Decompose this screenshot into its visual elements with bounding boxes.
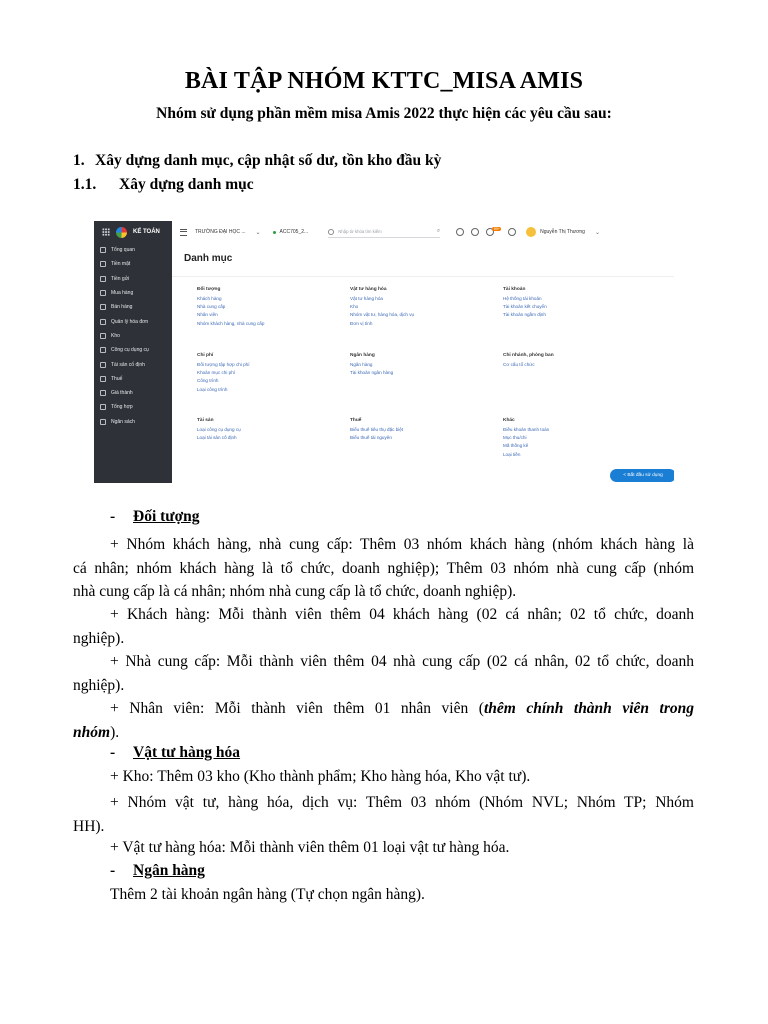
sidebar-item: [94, 400, 172, 414]
sidebar-item-label: Tổng quan: [111, 247, 135, 254]
para-khach-hang: [73, 603, 694, 650]
text-run: + Nhân viên: Mỗi thành viên thêm 01 nhân viên (: [110, 700, 484, 717]
document-title: BÀI TẬP NHÓM KTTC_MISA AMIS: [184, 68, 584, 94]
sidebar-item: [94, 286, 172, 300]
misa-screenshot: [94, 221, 674, 483]
text-line: + Nhà cung cấp: Mỗi thành viên thêm 04 nhà cung cấp (02 cá nhân, 02 tổ chức, doanh: [110, 653, 694, 670]
section-title: Đối tượng: [133, 508, 200, 525]
heading-1: [73, 152, 441, 170]
sidebar-item: [94, 415, 172, 429]
sidebar-item: [94, 372, 172, 386]
sidebar-item: [94, 243, 172, 257]
sidebar-item-label: Tổng hợp: [111, 404, 133, 411]
sidebar-item-label: Tiền mặt: [111, 261, 131, 268]
chevron-down-icon: ⌄: [255, 229, 261, 236]
page-title: Danh mục: [184, 253, 233, 264]
bullet-dash: -: [110, 862, 116, 879]
category-group: [503, 353, 653, 369]
para-nha-cung-cap: [73, 650, 694, 697]
history-icon: [328, 229, 334, 235]
user-name: Nguyễn Thị Thương: [540, 229, 585, 235]
category-header: Đối tượng: [197, 287, 221, 292]
app-grid-icon: [102, 228, 110, 236]
avatar: [526, 227, 536, 237]
menu-item-icon: [100, 362, 106, 368]
sidebar-item-label: Giá thành: [111, 390, 133, 397]
text-line: [73, 721, 694, 745]
category-link: Biểu thuế tài nguyên: [350, 435, 392, 440]
category-header: Khác: [503, 418, 515, 423]
category-page: [172, 243, 674, 483]
menu-item-icon: [100, 390, 106, 396]
sidebar-item: [94, 257, 172, 271]
sidebar-item-label: Công cụ dụng cụ: [111, 347, 149, 354]
text-line: + Nhóm vật tư, hàng hóa, dịch vụ: Thêm 03 nhóm (Nhóm NVL; Nhóm TP; Nhóm: [110, 794, 694, 811]
sidebar-brand: [94, 221, 172, 243]
sidebar-item-label: Tiền gửi: [111, 275, 130, 282]
menu-item-icon: [100, 376, 106, 382]
sidebar-item: [94, 357, 172, 371]
school-selector: TRƯỜNG ĐẠI HỌC ...: [195, 229, 246, 235]
category-link: Điều khoản thanh toán: [503, 426, 550, 432]
top-bar: [172, 221, 674, 244]
sidebar-item-label: Tài sản cố định: [111, 361, 145, 368]
sidebar: [94, 221, 172, 483]
category-link: Loại tiền: [503, 451, 521, 457]
search-placeholder: Nhập từ khóa tìm kiếm: [338, 229, 382, 234]
sidebar-item-label: Mua hàng: [111, 290, 134, 297]
category-link: Ngân hàng: [350, 361, 373, 367]
gear-icon: [471, 228, 479, 236]
category-link: Mã thống kê: [503, 443, 529, 449]
category-link: Đối tượng tập hợp chi phí: [197, 361, 250, 367]
category-header: Thuế: [350, 418, 362, 423]
category-link: Vật tư hàng hóa: [350, 295, 383, 301]
more-icon: [456, 228, 464, 236]
heading-1-1-text: Xây dựng danh mục: [119, 176, 254, 193]
category-link: Tài khoản ngân hàng: [350, 370, 394, 375]
divider: [172, 276, 674, 277]
category-header: Tài khoản: [503, 287, 526, 292]
category-link: Nhà cung cấp: [197, 304, 226, 309]
category-link: Loại công cụ dụng cụ: [197, 426, 241, 432]
text-line: nghiệp).: [73, 676, 125, 694]
text-line: nhà cung cấp là cá nhân; nhóm nhà cung cấp là tổ chức, doanh nghiệp).: [73, 583, 517, 600]
menu-item-icon: [100, 419, 106, 425]
category-link: Tài khoản kết chuyển: [503, 304, 547, 309]
account-selector: ACC705_2...: [279, 229, 309, 235]
section-title: Vật tư hàng hóa: [133, 744, 241, 761]
category-link: Khách hàng: [197, 295, 222, 301]
para-nhom-khach-hang: [73, 533, 694, 604]
category-link: Nhóm khách hàng, nhà cung cấp: [197, 320, 265, 326]
category-link: Mục thu/chi: [503, 435, 527, 440]
category-group: [350, 287, 500, 328]
sidebar-item: [94, 343, 172, 357]
section-title: Ngân hàng: [133, 862, 205, 879]
start-button: < Bắt đầu sử dụng: [610, 469, 674, 482]
sidebar-item-label: Quản lý hóa đơn: [111, 318, 149, 325]
sidebar-item: [94, 329, 172, 343]
menu-item-icon: [100, 261, 106, 267]
bell-icon: [508, 228, 516, 236]
category-group: [503, 418, 653, 459]
menu-item-icon: [100, 276, 106, 282]
category-link: Khoản mục chi phí: [197, 370, 236, 375]
section-ngan-hang: [110, 862, 205, 880]
text-line: + Khách hàng: Mỗi thành viên thêm 04 khách hàng (02 cá nhân; 02 tổ chức, doanh: [110, 606, 694, 623]
text-line: + Nhóm khách hàng, nhà cung cấp: Thêm 03 nhóm khách hàng (nhóm khách hàng là: [110, 536, 694, 553]
sidebar-item: [94, 314, 172, 328]
category-link: Loại công trình: [197, 386, 228, 392]
category-header: Ngân hàng: [350, 353, 375, 358]
para-kho: + Kho: Thêm 03 kho (Kho thành phẩm; Kho hàng hóa, Kho vật tư).: [110, 768, 531, 785]
document-subtitle: Nhóm sử dụng phần mềm misa Amis 2022 thực hiện các yêu cầu sau:: [156, 105, 612, 122]
bullet-dash: -: [110, 744, 116, 761]
notification-badge: 99+: [493, 226, 500, 231]
category-group: [197, 353, 347, 394]
category-link: Tài khoản ngầm định: [503, 312, 546, 318]
category-header: Tài sản: [197, 418, 214, 423]
misa-logo-icon: [116, 227, 127, 238]
brand-label: KẾ TOÁN: [133, 229, 160, 235]
category-group: [197, 418, 347, 442]
category-header: Chi nhánh, phòng ban: [503, 353, 554, 358]
menu-item-icon: [100, 304, 106, 310]
heading-1-1-number: 1.1.: [73, 176, 97, 193]
category-group: [503, 287, 653, 320]
status-dot: [273, 231, 276, 234]
section-doi-tuong: [110, 508, 200, 526]
menu-icon: [180, 229, 187, 236]
sidebar-item-label: Kho: [111, 332, 120, 339]
user-chevron-icon: ⌄: [594, 229, 600, 236]
category-link: Cơ cấu tổ chức: [503, 361, 535, 367]
text-run: ).: [110, 723, 120, 741]
menu-item-icon: [100, 404, 106, 410]
search-icon: ⌕: [436, 228, 441, 234]
sidebar-item: [94, 272, 172, 286]
text-line: nghiệp).: [73, 629, 125, 647]
category-link: Nhân viên: [197, 312, 218, 318]
category-group: [350, 353, 500, 377]
category-link: Kho: [350, 304, 359, 309]
bullet-dash: -: [110, 508, 116, 525]
heading-1-text: Xây dựng danh mục, cập nhật số dư, tồn kho đầu kỳ: [95, 152, 442, 169]
menu-item-icon: [100, 319, 106, 325]
sidebar-item-label: Thuế: [111, 375, 123, 382]
category-header: Vật tư hàng hóa: [350, 287, 387, 292]
para-vat-tu-hang-hoa: + Vật tư hàng hóa: Mỗi thành viên thêm 01 loại vật tư hàng hóa.: [110, 839, 510, 856]
heading-1-1: [73, 176, 254, 194]
category-group: [197, 287, 347, 328]
sidebar-item: [94, 300, 172, 314]
sidebar-item: [94, 386, 172, 400]
category-link: Đơn vị tính: [350, 320, 373, 326]
category-header: Chi phí: [197, 353, 214, 358]
section-vat-tu: [110, 744, 240, 762]
text-line: HH).: [73, 817, 105, 835]
menu-item-icon: [100, 290, 106, 296]
sidebar-item-label: Ngân sách: [111, 418, 135, 425]
sidebar-item-label: Bán hàng: [111, 304, 133, 311]
emphasis-text: nhóm: [73, 723, 111, 741]
emphasis-text: thêm chính thành viên trong: [483, 700, 694, 717]
category-link: Loại tài sản cố định: [197, 435, 237, 440]
para-tai-khoan-ngan-hang: Thêm 2 tài khoản ngân hàng (Tự chọn ngân hàng).: [110, 886, 425, 903]
category-link: Công trình: [197, 378, 219, 384]
category-group: [350, 418, 500, 442]
menu-item-icon: [100, 247, 106, 253]
category-link: Nhóm vật tư, hàng hóa, dịch vụ: [350, 312, 415, 318]
menu-item-icon: [100, 333, 106, 339]
category-link: Biểu thuế tiêu thụ đặc biệt: [350, 426, 404, 432]
para-nhom-vat-tu: [73, 791, 694, 838]
search-box: [328, 226, 440, 238]
menu-item-icon: [100, 347, 106, 353]
text-line: [73, 697, 694, 721]
toolbar-icons: [456, 228, 516, 236]
heading-1-number: 1.: [73, 152, 85, 169]
para-nhan-vien: [73, 697, 694, 744]
category-link: Hệ thống tài khoản: [503, 295, 542, 301]
text-line: cá nhân; nhóm khách hàng là tổ chức, doanh nghiệp); Thêm 03 nhóm nhà cung cấp (nhóm: [73, 559, 694, 577]
